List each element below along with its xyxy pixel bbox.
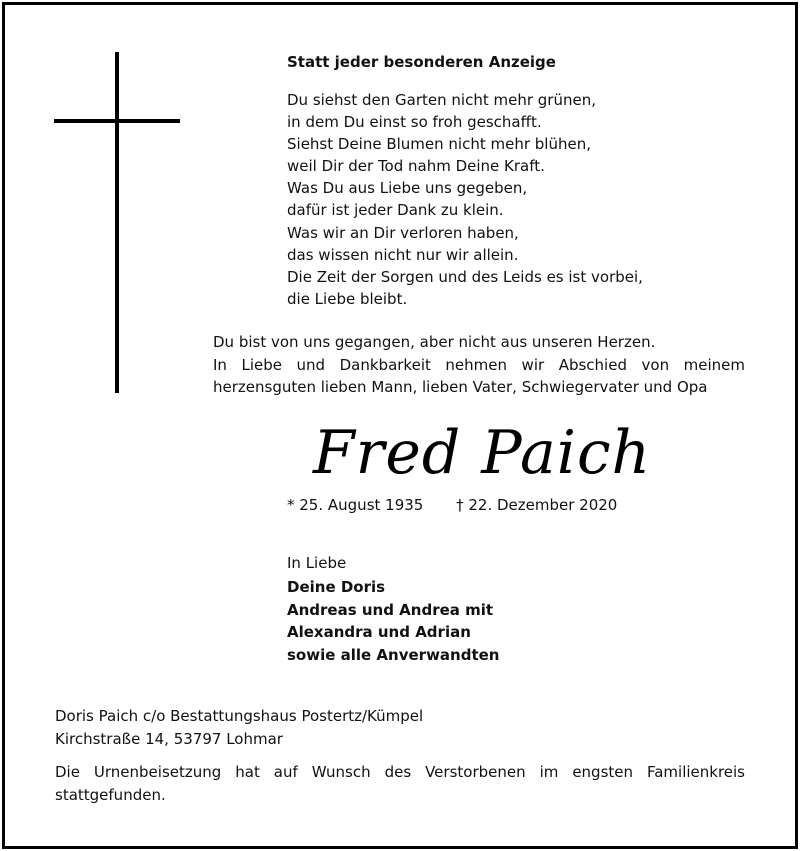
poem-line: weil Dir der Tod nahm Deine Kraft.: [287, 157, 545, 176]
deceased-name: Fred Paich: [313, 418, 652, 488]
closing-phrase: In Liebe: [287, 554, 347, 572]
notice-heading: Statt jeder besonderen Anzeige: [287, 53, 556, 71]
poem-line: Siehst Deine Blumen nicht mehr blühen,: [287, 135, 591, 154]
poem-line: die Liebe bleibt.: [287, 289, 408, 308]
mourner-line: sowie alle Anverwandten: [287, 645, 500, 664]
birth-date: * 25. August 1935: [287, 496, 424, 514]
life-dates: [287, 496, 617, 514]
poem-line: in dem Du einst so froh geschafft.: [287, 113, 542, 132]
mourner-line: Alexandra und Adrian: [287, 623, 471, 641]
contact-address: [55, 705, 423, 750]
mourner-line: Andreas und Andrea mit: [287, 600, 494, 619]
poem: [287, 89, 747, 310]
intro-line: Du bist von uns gegangen, aber nicht aus unseren Herzen.: [213, 333, 656, 351]
address-line: Doris Paich c/o Bestattungshaus Postertz/Kümpel: [55, 707, 424, 725]
poem-line: dafür ist jeder Dank zu klein.: [287, 201, 504, 220]
cross-horizontal-bar: [54, 119, 180, 123]
cross-vertical-bar: [115, 52, 119, 393]
poem-line: Was Du aus Liebe uns gegeben,: [287, 179, 528, 198]
poem-line: Du siehst den Garten nicht mehr grünen,: [287, 91, 596, 109]
address-line: Kirchstraße 14, 53797 Lohmar: [55, 729, 283, 748]
farewell-text: [213, 331, 745, 399]
poem-line: Was wir an Dir verloren haben,: [287, 223, 519, 242]
poem-line: das wissen nicht nur wir allein.: [287, 245, 519, 264]
funeral-note: Die Urnenbeisetzung hat auf Wunsch des Verstorbenen im engsten Familienkreis stattgefunden.: [55, 763, 745, 804]
mourners-list: [287, 576, 499, 666]
intro-paragraph: In Liebe und Dankbarkeit nehmen wir Abschied von meinem herzensguten lieben Mann, lieben Vater, Schwiegervater und Opa: [213, 355, 745, 396]
poem-line: Die Zeit der Sorgen und des Leids es ist vorbei,: [287, 267, 643, 286]
death-date: † 22. Dezember 2020: [456, 496, 618, 514]
mourner-line: Deine Doris: [287, 578, 386, 596]
